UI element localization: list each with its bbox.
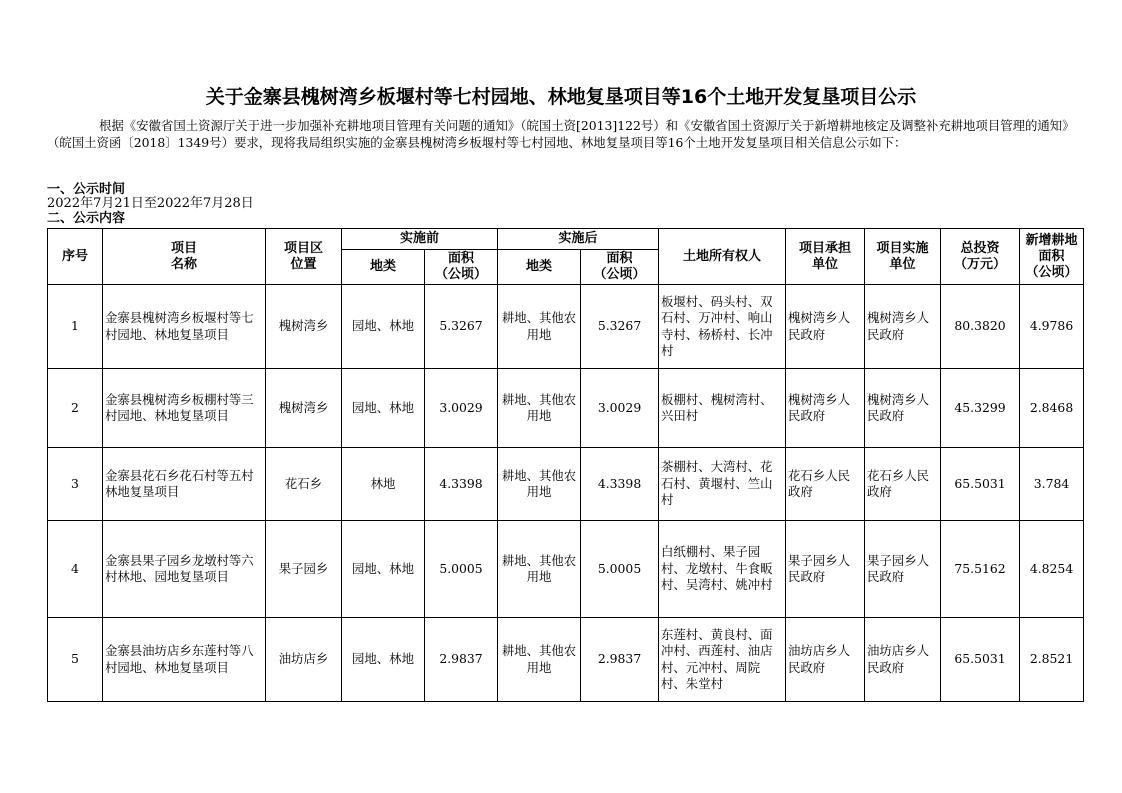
header-new-farmland: 新增耕地 面积 （公顷） — [1020, 229, 1084, 285]
cell-before-type: 园地、林地 — [342, 521, 425, 618]
table-row — [48, 521, 1084, 618]
cell-after-area: 5.3267 — [581, 285, 659, 369]
page-title: 关于金寨县槐树湾乡板堰村等七村园地、林地复垦项目等16个土地开发复垦项目公示 — [205, 86, 917, 108]
cell-implementer: 果子园乡人民政府 — [865, 521, 941, 618]
cell-seq: 1 — [48, 285, 103, 369]
cell-seq: 5 — [48, 618, 103, 702]
header-after-type: 地类 — [498, 250, 581, 285]
header-before-type: 地类 — [342, 250, 425, 285]
cell-name: 金寨县果子园乡龙墩村等六村林地、园地复垦项目 — [103, 521, 266, 618]
cell-investment: 65.5031 — [941, 448, 1020, 521]
cell-location: 槐树湾乡 — [266, 285, 342, 369]
cell-investment: 75.5162 — [941, 521, 1020, 618]
cell-after-area: 5.0005 — [581, 521, 659, 618]
cell-undertaker: 槐树湾乡人民政府 — [786, 369, 865, 448]
cell-location: 油坊店乡 — [266, 618, 342, 702]
cell-name: 金寨县槐树湾乡板堰村等七村园地、林地复垦项目 — [103, 285, 266, 369]
section-1-heading: 一、公示时间 — [47, 182, 126, 197]
cell-owner: 东莲村、黄良村、面冲村、西莲村、油店村、元冲村、周院村、朱堂村 — [659, 618, 786, 702]
cell-implementer: 花石乡人民政府 — [865, 448, 941, 521]
cell-before-type: 园地、林地 — [342, 618, 425, 702]
header-location: 项目区 位置 — [266, 229, 342, 285]
cell-undertaker: 油坊店乡人民政府 — [786, 618, 865, 702]
cell-location: 果子园乡 — [266, 521, 342, 618]
cell-after-type: 耕地、其他农用地 — [498, 618, 581, 702]
notice-period: 2022年7月21日至2022年7月28日 — [47, 196, 254, 211]
cell-new-farmland: 4.8254 — [1020, 521, 1084, 618]
cell-name: 金寨县槐树湾乡板棚村等三村园地、林地复垦项目 — [103, 369, 266, 448]
cell-seq: 3 — [48, 448, 103, 521]
cell-implementer: 槐树湾乡人民政府 — [865, 285, 941, 369]
cell-after-area: 2.9837 — [581, 618, 659, 702]
cell-investment: 45.3299 — [941, 369, 1020, 448]
cell-undertaker: 槐树湾乡人民政府 — [786, 285, 865, 369]
cell-investment: 80.3820 — [941, 285, 1020, 369]
header-before-area: 面积 （公顷） — [425, 250, 498, 285]
header-name: 项目 名称 — [103, 229, 266, 285]
cell-before-type: 园地、林地 — [342, 285, 425, 369]
cell-implementer: 槐树湾乡人民政府 — [865, 369, 941, 448]
table-row — [48, 618, 1084, 702]
header-seq: 序号 — [48, 229, 103, 285]
cell-new-farmland: 4.9786 — [1020, 285, 1084, 369]
header-owner: 土地所有权人 — [659, 229, 786, 285]
cell-owner: 白纸棚村、果子园村、龙墩村、牛食畈村、吴湾村、姚冲村 — [659, 521, 786, 618]
cell-name: 金寨县油坊店乡东莲村等八村园地、林地复垦项目 — [103, 618, 266, 702]
table-row — [48, 369, 1084, 448]
cell-owner: 茶棚村、大湾村、花石村、黄堰村、竺山村 — [659, 448, 786, 521]
cell-after-area: 3.0029 — [581, 369, 659, 448]
cell-before-area: 2.9837 — [425, 618, 498, 702]
cell-before-type: 园地、林地 — [342, 369, 425, 448]
cell-new-farmland: 3.784 — [1020, 448, 1084, 521]
cell-new-farmland: 2.8468 — [1020, 369, 1084, 448]
cell-investment: 65.5031 — [941, 618, 1020, 702]
cell-owner: 板棚村、槐树湾村、兴田村 — [659, 369, 786, 448]
cell-before-area: 4.3398 — [425, 448, 498, 521]
cell-location: 花石乡 — [266, 448, 342, 521]
cell-before-area: 3.0029 — [425, 369, 498, 448]
cell-seq: 4 — [48, 521, 103, 618]
cell-implementer: 油坊店乡人民政府 — [865, 618, 941, 702]
table-row — [48, 448, 1084, 521]
header-undertaker: 项目承担 单位 — [786, 229, 865, 285]
cell-after-type: 耕地、其他农用地 — [498, 285, 581, 369]
cell-after-area: 4.3398 — [581, 448, 659, 521]
header-after-area: 面积 （公顷） — [581, 250, 659, 285]
section-2-heading: 二、公示内容 — [47, 211, 126, 226]
cell-location: 槐树湾乡 — [266, 369, 342, 448]
cell-name: 金寨县花石乡花石村等五村林地复垦项目 — [103, 448, 266, 521]
header-implementer: 项目实施 单位 — [865, 229, 941, 285]
cell-after-type: 耕地、其他农用地 — [498, 521, 581, 618]
header-investment: 总投资 （万元） — [941, 229, 1020, 285]
cell-seq: 2 — [48, 369, 103, 448]
intro-paragraph: 根据《安徽省国土资源厅关于进一步加强补充耕地项目管理有关问题的通知》（皖国土资[2013]122号）和《安徽省国土资源厅关于新增耕地核定及调整补充耕地项目管理的通知》（皖国土资函〔2018〕1349号）要求，现将我局组织实施的金寨县槐树湾乡板堰村等七村园地、林地复垦项目等16个土地开发复垦项目相关信息公示如下： — [47, 118, 1075, 150]
cell-after-type: 耕地、其他农用地 — [498, 369, 581, 448]
header-after: 实施后 — [498, 229, 659, 250]
cell-before-area: 5.3267 — [425, 285, 498, 369]
cell-before-type: 林地 — [342, 448, 425, 521]
cell-owner: 板堰村、码头村、双石村、万冲村、响山寺村、杨桥村、长冲村 — [659, 285, 786, 369]
table-row — [48, 285, 1084, 369]
cell-before-area: 5.0005 — [425, 521, 498, 618]
project-table — [47, 228, 1084, 702]
cell-new-farmland: 2.8521 — [1020, 618, 1084, 702]
cell-undertaker: 果子园乡人民政府 — [786, 521, 865, 618]
cell-undertaker: 花石乡人民政府 — [786, 448, 865, 521]
cell-after-type: 耕地、其他农用地 — [498, 448, 581, 521]
header-before: 实施前 — [342, 229, 498, 250]
